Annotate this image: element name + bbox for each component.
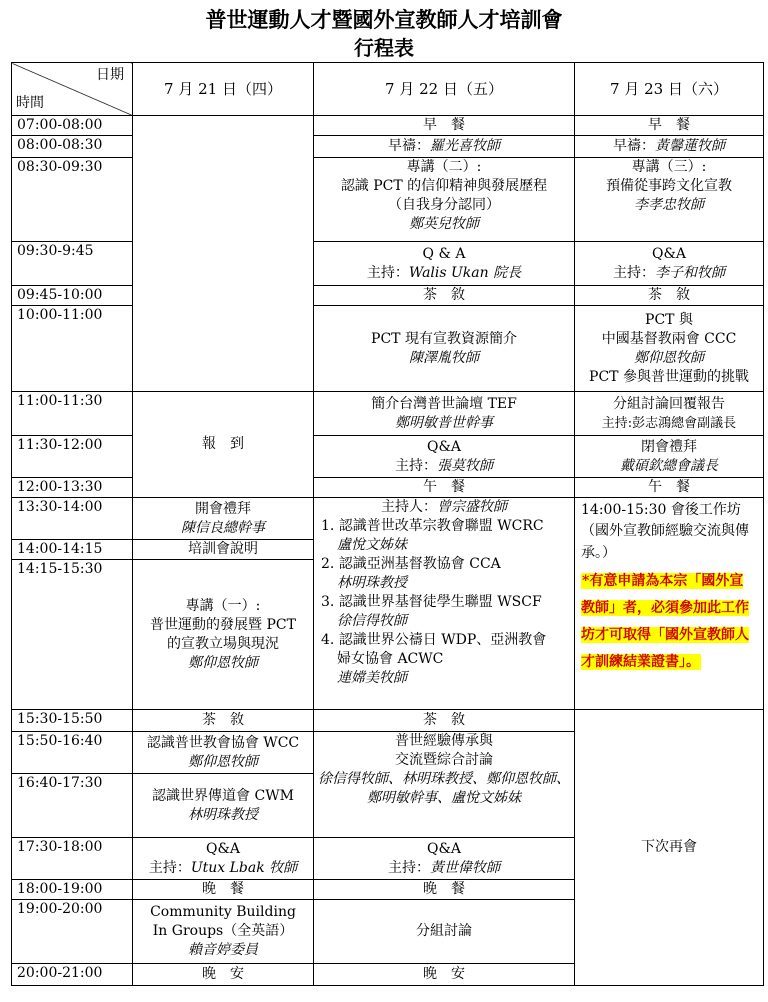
time-cell: 20:00-21:00: [12, 964, 133, 986]
table-row: [12, 478, 764, 498]
d1-lecture1: 專講（一）: 普世運動的發展暨 PCT 的宣教立場與現況 鄭仰恩牧師: [133, 560, 314, 710]
d3-lecture3: 專講（三）: 預備從事跨文化宣教 李孝忠牧師: [575, 158, 764, 242]
table-row: [12, 710, 764, 732]
d3-closing: 閉會禮拜 戴碩欽總會議長: [575, 436, 764, 478]
d2-intro: 主持人：曾宗盛牧師 1. 認識普世改革宗教會聯盟 WCRC 盧悅文姊妹 2. 認識亞洲基督教協會 CCA 林明珠教授 3. 認識世界基督徒學生聯盟 WSCF 徐信得牧師 4. 認識世界公禱日 WDP、亞洲教會 婦女協會 ACWC 連嫦美牧師: [314, 498, 575, 710]
d3-workshop: 14:00-15:30 會後工作坊 （國外宣教師經驗交流與傳承。） *有意申請為本宗「國外宣教師」者，必須參加此工作坊才可取得「國外宣教師人才訓練結業證書」。: [575, 498, 764, 710]
list-item: 4. 認識世界公禱日 WDP、亞洲教會 婦女協會 ACWC 連嫦美牧師: [321, 632, 547, 686]
table-row: [12, 498, 764, 540]
d2-resources: PCT 現有宣教資源簡介 陳澤胤牧師: [314, 306, 575, 392]
d1-community: Community Building In Groups（全英語） 賴音婷委員: [133, 900, 314, 964]
d2-experience: 普世經驗傳承與 交流暨綜合討論 徐信得牧師、林明珠教授、鄭仰恩牧師、鄭明敏幹事、盧悅文姊妹: [314, 732, 575, 838]
time-cell: 15:50-16:40: [12, 732, 133, 774]
table-row: [12, 436, 764, 478]
time-cell: 09:45-10:00: [12, 286, 133, 306]
d3-ccc: PCT 與 中國基督教兩會 CCC 鄭仰恩牧師 PCT 參與普世運動的挑戰: [575, 306, 764, 392]
d3-prayer: 早禱：黃馨蓮牧師: [575, 136, 764, 158]
time-cell: 15:30-15:50: [12, 710, 133, 732]
day2-header: 7 月 22 日（五）: [314, 63, 575, 116]
day1-empty-morning: [133, 116, 314, 392]
d1-wcc: 認識普世教會協會 WCC 鄭仰恩牧師: [133, 732, 314, 774]
time-cell: 13:30-14:00: [12, 498, 133, 540]
d2-tef: 簡介台灣普世論壇 TEF 鄭明敏普世幹事: [314, 392, 575, 436]
table-row: [12, 158, 764, 242]
d3-report: 分組討論回覆報告 主持:彭志鴻總會副議長: [575, 392, 764, 436]
time-cell: 11:30-12:00: [12, 436, 133, 478]
d2-prayer: 早禱：羅光喜牧師: [314, 136, 575, 158]
d2-qa1: Q & A 主持：Walis Ukan 院長: [314, 242, 575, 286]
d2-night: 晚 安: [314, 964, 575, 986]
schedule-table: [11, 62, 764, 986]
d1-checkin: 報 到: [133, 392, 314, 498]
time-cell: 11:00-11:30: [12, 392, 133, 436]
time-label: 時間: [16, 95, 44, 111]
workshop-note: *有意申請為本宗「國外宣教師」者，必須參加此工作坊才可取得「國外宣教師人才訓練結業證書」。: [581, 573, 749, 670]
time-cell: 14:00-14:15: [12, 540, 133, 560]
d1-briefing: 培訓會說明: [133, 540, 314, 560]
time-cell: 08:30-09:30: [12, 158, 133, 242]
d3-farewell: 下次再會: [575, 710, 764, 986]
d3-tea: 茶 敘: [575, 286, 764, 306]
d2-tea: 茶 敘: [314, 286, 575, 306]
time-cell: 19:00-20:00: [12, 900, 133, 964]
d3-breakfast: 早 餐: [575, 116, 764, 136]
d1-night: 晚 安: [133, 964, 314, 986]
d2-qa2: Q&A 主持：張莫牧師: [314, 436, 575, 478]
time-cell: 14:15-15:30: [12, 560, 133, 710]
d3-qa: Q&A 主持：李子和牧師: [575, 242, 764, 286]
d1-cwm: 認識世界傳道會 CWM 林明珠教授: [133, 774, 314, 838]
d1-dinner: 晚 餐: [133, 880, 314, 900]
d2-dinner: 晚 餐: [314, 880, 575, 900]
list-item: 1. 認識普世改革宗教會聯盟 WCRC 盧悅文姊妹: [321, 518, 544, 553]
corner-cell: [12, 63, 133, 116]
d3-lunch: 午 餐: [575, 478, 764, 498]
time-cell: 07:00-08:00: [12, 116, 133, 136]
time-cell: 12:00-13:30: [12, 478, 133, 498]
page-subtitle: 行程表: [354, 36, 414, 60]
table-row: [12, 136, 764, 158]
time-cell: 18:00-19:00: [12, 880, 133, 900]
time-cell: 08:00-08:30: [12, 136, 133, 158]
date-label: 日期: [96, 67, 124, 83]
table-row: [12, 242, 764, 286]
time-cell: 10:00-11:00: [12, 306, 133, 392]
header-row: [12, 63, 764, 116]
d2-tea2: 茶 敘: [314, 710, 575, 732]
time-cell: 16:40-17:30: [12, 774, 133, 838]
org-list: [317, 517, 571, 688]
time-cell: 17:30-18:00: [12, 838, 133, 880]
table-row: [12, 306, 764, 392]
d2-lunch: 午 餐: [314, 478, 575, 498]
page-title: 普世運動人才暨國外宣教師人才培訓會: [205, 7, 563, 32]
list-item: 2. 認識亞洲基督教協會 CCA 林明珠教授: [321, 556, 501, 591]
d1-qa: Q&A 主持：Utux Lbak 牧師: [133, 838, 314, 880]
table-row: [12, 392, 764, 436]
table-row: [12, 116, 764, 136]
list-item: 3. 認識世界基督徒學生聯盟 WSCF 徐信得牧師: [321, 594, 542, 629]
time-cell: 09:30-9:45: [12, 242, 133, 286]
d2-lecture2: 專講（二）: 認識 PCT 的信仰精神與發展歷程 （自我身分認同） 鄭英兒牧師: [314, 158, 575, 242]
d2-breakfast: 早 餐: [314, 116, 575, 136]
d1-tea: 茶 敘: [133, 710, 314, 732]
d1-opening: 開會禮拜 陳信良總幹事: [133, 498, 314, 540]
d2-group: 分組討論: [314, 900, 575, 964]
day1-header: 7 月 21 日（四）: [133, 63, 314, 116]
day3-header: 7 月 23 日（六）: [575, 63, 764, 116]
table-row: [12, 286, 764, 306]
d2-qa3: Q&A 主持：黃世偉牧師: [314, 838, 575, 880]
